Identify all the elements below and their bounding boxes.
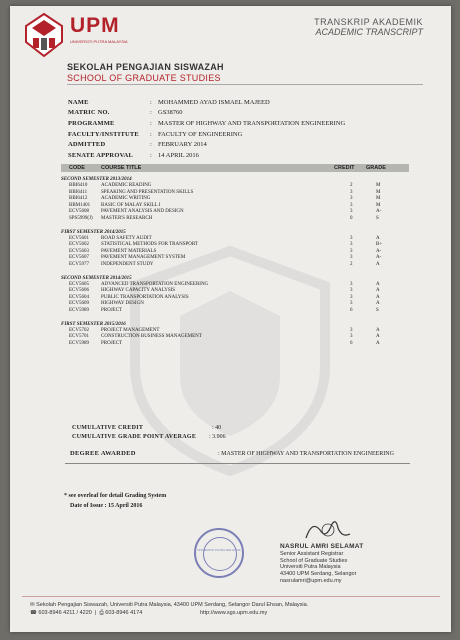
semester-heading: SECOND SEMESTER 2014/2015	[61, 275, 132, 281]
course-title: HIGHWAY DESIGN	[101, 301, 144, 307]
course-grade: M	[376, 202, 381, 208]
table-row	[61, 288, 409, 295]
seal-inner-ring	[203, 537, 237, 571]
field-value: MOHAMMED AYAD ISMAEL MAJEED	[158, 98, 270, 106]
field-value: GS38760	[158, 109, 183, 117]
course-grade: A-	[376, 209, 382, 215]
course-credit: 6	[350, 307, 353, 313]
footer	[30, 601, 308, 617]
course-grade: S	[376, 307, 379, 313]
course-credit: 3	[350, 288, 353, 294]
issue-date: Date of Issue : 15 April 2016	[70, 503, 143, 509]
semester-heading: FIRST SEMESTER 2014/2015	[61, 229, 126, 235]
course-credit: 3	[350, 334, 353, 340]
signer-org: Universiti Putra Malaysia	[280, 564, 341, 571]
semester-heading: FIRST SEMESTER 2015/2016	[61, 321, 126, 327]
degree-label: DEGREE AWARDED	[70, 450, 136, 457]
field-label: FACULTY/INSTITUTE	[68, 130, 139, 138]
field-row	[68, 97, 345, 108]
course-grade: A	[376, 340, 380, 346]
course-grade: A-	[376, 255, 382, 261]
course-credit: 3	[350, 235, 353, 241]
cumulative-credit-label: CUMULATIVE CREDIT	[72, 425, 144, 431]
seal-text: UNIVERSITI PUTRA MALAYSIA	[197, 548, 241, 552]
course-credit: 2	[350, 261, 353, 267]
school-english: SCHOOL OF GRADUATE STUDIES	[67, 73, 221, 83]
course-title: PROJECT MANAGEMENT	[101, 327, 160, 333]
footer-contact-line: ☎ 603-8946 4211 / 4220 | ⎙ 603-8946 4174 http://www.sgs.upm.edu.my	[30, 610, 268, 616]
table-row	[61, 295, 409, 302]
table-header	[61, 164, 409, 172]
field-colon: :	[150, 141, 152, 149]
course-grade: A	[376, 327, 380, 333]
signer-block	[280, 544, 364, 585]
course-credit: 0	[350, 215, 353, 221]
divider	[22, 596, 440, 597]
course-grade: B+	[376, 242, 383, 248]
footer-address-line	[30, 601, 308, 609]
grading-note: * see overleaf for detail Grading System	[64, 493, 167, 499]
course-code: ECV5989	[69, 307, 89, 313]
degree-value: : MASTER OF HIGHWAY AND TRANSPORTATION ENGINEERING	[218, 451, 394, 457]
field-row	[68, 118, 345, 129]
degree-row	[70, 450, 394, 457]
header-title: COURSE TITLE	[101, 165, 142, 171]
course-grade: A	[376, 281, 380, 287]
course-list	[61, 176, 409, 347]
table-row	[61, 308, 409, 315]
mail-icon: ✉	[30, 602, 35, 608]
table-row	[61, 196, 409, 203]
course-credit: 3	[350, 255, 353, 261]
title-english: ACADEMIC TRANSCRIPT	[315, 27, 423, 37]
course-title: PUBLIC TRANSPORTATION ANALYSIS	[101, 294, 189, 300]
course-code: ECV5609	[69, 301, 89, 307]
signer-unit: School of Graduate Studies	[280, 557, 348, 564]
transcript-sheet	[10, 6, 451, 632]
course-title: ROAD SAFETY AUDIT	[101, 235, 152, 241]
official-seal	[194, 528, 244, 578]
course-code: ECV5603	[69, 248, 89, 254]
course-code: BBM1401	[69, 202, 91, 208]
semester-heading: SECOND SEMESTER 2013/2014	[61, 177, 132, 182]
field-colon: :	[150, 98, 152, 106]
course-code: ECV5602	[69, 242, 89, 248]
course-credit: 6	[350, 340, 353, 346]
field-colon: :	[150, 130, 152, 138]
course-title: ACADEMIC READING	[101, 183, 152, 188]
field-label: PROGRAMME	[68, 119, 115, 127]
divider	[65, 463, 410, 464]
course-title: SPEAKING AND PRESENTATION SKILLS	[101, 189, 194, 195]
upm-crest-icon	[22, 12, 66, 58]
course-credit: 3	[350, 327, 353, 333]
course-code: SPS5999(J)	[69, 215, 93, 221]
cgpa-value: : 3.906	[209, 434, 226, 440]
table-row	[61, 328, 409, 335]
course-credit: 3	[350, 301, 353, 307]
course-code: ECV5605	[69, 281, 89, 287]
table-row	[61, 203, 409, 210]
transcript-title	[314, 17, 423, 37]
course-title: ACADEMIC WRITING	[101, 196, 151, 202]
field-label: MATRIC NO.	[68, 109, 110, 117]
table-row	[61, 183, 409, 190]
field-colon: :	[150, 119, 152, 127]
course-credit: 3	[350, 294, 353, 300]
course-grade: A	[376, 235, 380, 241]
course-code: ECV5606	[69, 288, 89, 294]
course-code: ECV5989	[69, 340, 89, 346]
course-title: INDEPENDENT STUDY	[101, 261, 154, 267]
field-value: MASTER OF HIGHWAY AND TRANSPORTATION ENGINEERING	[158, 119, 346, 127]
signer-title: Senior Assistant Registrar	[280, 550, 344, 557]
course-code: BBI6411	[69, 189, 88, 195]
course-code: BBI6410	[69, 183, 88, 188]
divider	[67, 84, 423, 85]
course-code: ECV5607	[69, 255, 89, 261]
signature-icon	[298, 516, 358, 546]
field-row	[68, 150, 345, 161]
cumulative-credit-value: : 40	[212, 425, 222, 431]
cgpa-row	[72, 433, 226, 442]
footer-fax: 603-8946 4174	[105, 610, 143, 616]
field-colon: :	[150, 109, 152, 117]
course-grade: A	[376, 288, 380, 294]
header-code: CODE	[69, 165, 85, 171]
course-code: ECV5608	[69, 209, 89, 215]
phone-icon: ☎	[30, 610, 37, 616]
cumulative-credit-row	[72, 424, 222, 433]
course-title: HIGHWAY CAPACITY ANALYSIS	[101, 288, 176, 294]
table-row	[61, 209, 409, 216]
footer-phone: 603-8946 4211 / 4220	[38, 610, 92, 616]
field-value: FEBRUARY 2014	[158, 141, 207, 149]
table-row	[61, 255, 409, 262]
fax-icon: ⎙	[99, 610, 104, 616]
header-credit: CREDIT	[334, 165, 355, 171]
table-row	[61, 301, 409, 308]
table-row	[61, 334, 409, 341]
course-grade: A	[376, 334, 380, 340]
cgpa-label: CUMULATIVE GRADE POINT AVERAGE	[72, 434, 197, 440]
course-title: ADVANCED TRANSPORTATION ENGINEERING	[101, 281, 209, 287]
signer-name: NASRUL AMRI SELAMAT	[280, 543, 364, 550]
course-grade: M	[376, 196, 381, 202]
course-code: ECV5601	[69, 235, 89, 241]
field-label: NAME	[68, 98, 89, 106]
course-code: BBI6412	[69, 196, 88, 202]
table-row	[61, 242, 409, 249]
course-code: ECV5977	[69, 261, 89, 267]
course-credit: 3	[350, 196, 353, 202]
course-title: PAVEMENT MANAGEMENT SYSTEM	[101, 255, 186, 261]
course-grade: A	[376, 301, 380, 307]
table-row	[61, 190, 409, 197]
brand-subtitle: UNIVERSITI PUTRA MALAYSIA	[70, 39, 128, 44]
school-heading	[67, 62, 224, 83]
course-title: MASTER'S RESEARCH	[101, 215, 153, 221]
course-title: CONSTRUCTION BUSINESS MANAGEMENT	[101, 334, 202, 340]
course-code: ECV5701	[69, 334, 89, 340]
summary	[72, 424, 226, 442]
course-credit: 2	[350, 183, 353, 188]
footer-address: Sekolah Pengajian Siswazah, Universiti Putra Malaysia, 43400 UPM Serdang, Selangor Darul Ehsan, Malaysia.	[36, 602, 309, 608]
field-row	[68, 139, 345, 150]
course-credit: 3	[350, 202, 353, 208]
course-grade: S	[376, 215, 379, 221]
table-row	[61, 341, 409, 348]
course-credit: 3	[350, 248, 353, 254]
school-malay: SEKOLAH PENGAJIAN SISWAZAH	[67, 62, 224, 72]
course-title: PAVEMENT ANALYSIS AND DESIGN	[101, 209, 184, 215]
field-row	[68, 129, 345, 140]
header-grade: GRADE	[366, 165, 386, 171]
student-details	[68, 97, 345, 161]
course-code: ECV5702	[69, 327, 89, 333]
table-row	[61, 249, 409, 256]
signer-email: nasrulamri@upm.edu.my	[280, 577, 342, 584]
title-malay: TRANSKRIP AKADEMIK	[314, 17, 423, 27]
course-title: STATISTICAL METHODS FOR TRANSPORT	[101, 242, 198, 248]
footer-website[interactable]: http://www.sgs.upm.edu.my	[200, 610, 268, 616]
field-row	[68, 108, 345, 119]
course-title: PAVEMENT MATERIALS	[101, 248, 157, 254]
signer-address: 43400 UPM Serdang, Selangor	[280, 571, 357, 578]
upm-logo	[22, 12, 132, 58]
course-grade: A	[376, 261, 380, 267]
course-grade: M	[376, 189, 381, 195]
field-value: 14 APRIL 2016	[158, 151, 199, 159]
course-title: BASIC OF MALAY SKILL I	[101, 202, 161, 208]
table-row	[61, 216, 409, 223]
course-grade: M	[376, 183, 381, 188]
field-label: ADMITTED	[68, 141, 106, 149]
course-credit: 3	[350, 189, 353, 195]
course-credit: 3	[350, 242, 353, 248]
field-value: FACULTY OF ENGINEERING	[158, 130, 243, 138]
field-label: SENATE APPROVAL	[68, 151, 134, 159]
table-row	[61, 236, 409, 243]
course-grade: A	[376, 294, 380, 300]
field-colon: :	[150, 151, 152, 159]
course-credit: 3	[350, 209, 353, 215]
course-title: PROJECT	[101, 307, 123, 313]
brand-name: UPM	[70, 14, 120, 37]
table-row	[61, 262, 409, 269]
course-code: ECV5604	[69, 294, 89, 300]
course-credit: 3	[350, 281, 353, 287]
course-title: PROJECT	[101, 340, 123, 346]
course-grade: A-	[376, 248, 382, 254]
table-row	[61, 282, 409, 289]
